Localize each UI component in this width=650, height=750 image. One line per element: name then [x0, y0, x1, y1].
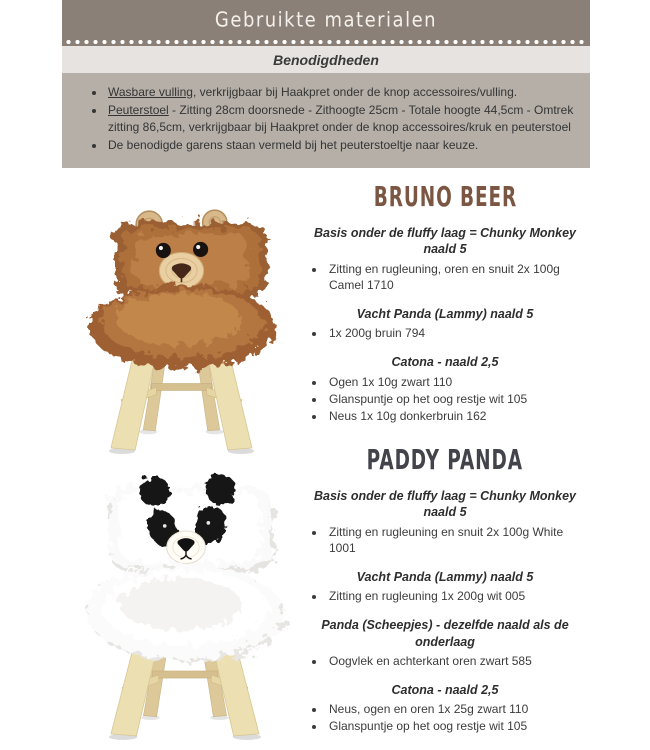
requirement-item: [106, 137, 576, 154]
bullet-item: • Neus 1x 10g donkerbruin 162: [326, 408, 590, 424]
group-heading: Catona - naald 2,5: [391, 683, 499, 697]
bullet-list: [300, 374, 590, 425]
paddy-materials-column: [300, 446, 590, 736]
bear-seat-fur: [89, 285, 276, 370]
bullet-item: • 1x 200g bruin 794: [326, 325, 590, 341]
bullet-list: [300, 701, 590, 734]
requirement-lead: Wasbare vulling: [108, 85, 193, 99]
bullet-list: [300, 325, 590, 341]
bullet-item: • Oogvlek en achterkant oren zwart 585: [326, 653, 590, 669]
bear-stool-illustration: [60, 186, 308, 458]
panda-stool-illustration: [58, 460, 312, 744]
bullet-item: • Ogen 1x 10g zwart 110: [326, 374, 590, 390]
group-heading: Vacht Panda (Lammy) naald 5: [356, 306, 534, 321]
panda-ear-right: [205, 474, 235, 504]
page-title: Gebruikte materialen: [214, 8, 438, 33]
bear-eye-right: [193, 242, 208, 257]
group-heading: Catona - naald 2,5: [391, 355, 499, 370]
bullet-item: • Zitting en rugleuning 1x 200g wit 005: [326, 588, 590, 604]
group-heading: Panda (Scheepjes) - dezelfde naald als de onderlaag: [321, 618, 569, 649]
bullet-item: • Zitting en rugleuning, oren en snuit 2x 100g Camel 1710: [326, 261, 590, 293]
requirement-lead: Peuterstoel: [108, 103, 169, 118]
group-heading: Basis onder de fluffy laag = Chunky Monkey naald 5: [314, 226, 576, 257]
bullet-list: [300, 653, 590, 669]
panda-stool-photo: [58, 460, 312, 744]
section-title-bruno: BRUNO BEER: [373, 181, 517, 213]
requirement-text: , verkrijgbaar bij Haakpret onder de knop accessoires/vulling.: [192, 85, 518, 99]
subheader-bar: [62, 46, 590, 73]
panda-seat-fur: [87, 565, 284, 658]
requirement-text: - Zitting 28cm doorsnede - Zithoogte 25cm - Totale hoogte 44,5cm - Omtrek zitting 86,5cm, verkrijgbaar bij Haakpret onder de knop accessoires/kruk en peuterstoel: [108, 103, 574, 135]
subheader-title: Benodigdheden: [273, 51, 379, 68]
group-heading: Vacht Panda (Lammy) naald 5: [356, 569, 534, 584]
bear-eye-left: [156, 243, 171, 258]
bear-stool-photo: [60, 186, 308, 458]
header-bar: [62, 0, 590, 46]
requirement-item: [106, 84, 576, 101]
group-heading: Basis onder de fluffy laag = Chunky Monkey naald 5: [314, 489, 576, 520]
bullet-item: • Glanspuntje op het oog restje wit 105: [326, 718, 590, 734]
requirements-list: [62, 84, 590, 154]
section-title-paddy: PADDY PANDA: [366, 444, 524, 476]
requirement-item: [106, 102, 576, 136]
bullet-list: [300, 588, 590, 604]
panda-ear-left: [139, 476, 169, 506]
bullet-item: • Glanspuntje op het oog restje wit 105: [326, 391, 590, 407]
bullet-list: [300, 261, 590, 293]
dotted-divider: [64, 39, 588, 45]
bruno-materials-column: [300, 183, 590, 425]
requirements-box: [62, 73, 590, 168]
requirement-text: De benodigde garens staan vermeld bij het peuterstoeltje naar keuze.: [108, 138, 479, 153]
bullet-item: • Neus, ogen en oren 1x 25g zwart 110: [326, 701, 590, 717]
bullet-list: [300, 524, 590, 556]
bullet-item: • Zitting en rugleuning en snuit 2x 100g White 1001: [326, 524, 590, 556]
